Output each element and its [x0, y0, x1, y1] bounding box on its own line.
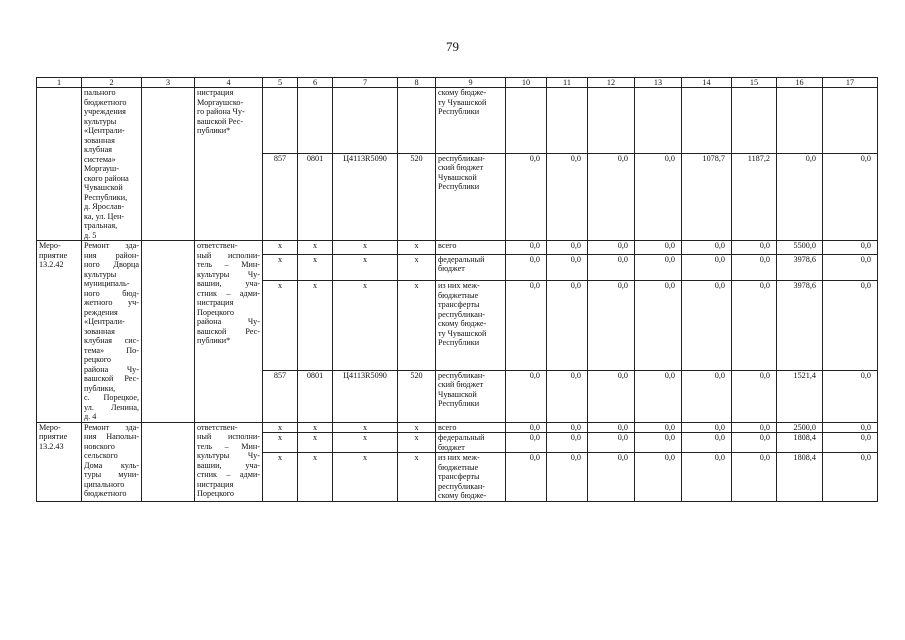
- header-cell: 4: [195, 78, 263, 88]
- header-cell: 1: [37, 78, 82, 88]
- header-cell: 7: [333, 78, 398, 88]
- event-number-cell: [37, 88, 82, 241]
- table-row: [37, 88, 878, 154]
- executor-cell: [195, 241, 263, 423]
- value-cell: 0,0: [547, 153, 588, 240]
- source-cell-line: ский бюджет: [438, 380, 484, 390]
- executor-cell-line: ный исполни-: [197, 250, 260, 260]
- executor-cell-line: вашии, уча-: [197, 279, 260, 288]
- value-cell: 1078,7: [682, 153, 732, 240]
- source-cell-line: из них меж-: [438, 281, 480, 291]
- value-cell: 1808,4: [777, 453, 823, 502]
- value-cell: 0,0: [506, 433, 547, 453]
- source-cell: [436, 453, 506, 502]
- event-name-cell-line: культуры: [84, 269, 117, 279]
- value-cell: 0,0: [588, 254, 635, 280]
- kbk-csr-cell: x: [333, 433, 398, 453]
- event-name-cell-line: Республики,: [84, 192, 128, 202]
- header-cell: 10: [506, 78, 547, 88]
- kbk-rz-cell: x: [298, 254, 333, 280]
- header-cell: 6: [298, 78, 333, 88]
- page-number: 79: [446, 39, 459, 54]
- source-cell-line: скому бюдже-: [438, 88, 487, 97]
- kbk-rz-cell: x: [298, 241, 333, 255]
- kbk-gr-cell: x: [263, 241, 298, 255]
- kbk-csr-cell: x: [333, 254, 398, 280]
- empty-cell: [298, 88, 333, 154]
- source-cell: [436, 88, 506, 154]
- source-cell-line: скому бюдже-: [438, 319, 487, 329]
- kbk-gr-cell: x: [263, 433, 298, 453]
- executor-cell-line: ответствен-: [197, 422, 238, 432]
- value-cell: 0,0: [732, 254, 777, 280]
- event-name-cell-line: бюджетного: [84, 489, 127, 498]
- event-name-cell-line: д. 5: [84, 230, 97, 240]
- source-cell: [436, 433, 506, 453]
- event-name-cell-line: клубная: [84, 145, 112, 154]
- event-name-cell-line: «Централи-: [84, 126, 125, 135]
- executor-cell-line: ответствен-: [197, 241, 238, 250]
- source-cell-line: бюджет: [438, 442, 465, 452]
- kbk-rz-cell: 0801: [298, 370, 333, 422]
- empty-cell: [333, 88, 398, 154]
- event-name-cell-line: района Чу-: [84, 364, 139, 374]
- budget-table: [36, 77, 878, 502]
- kbk-vr-cell: 520: [398, 370, 436, 422]
- event-name-cell-line: с. Порецкое,: [84, 393, 139, 402]
- executor-cell-line: публики*: [197, 336, 231, 345]
- executor-cell-line: культуры Чу-: [197, 269, 260, 279]
- event-number-cell: [37, 422, 82, 501]
- column-3-cell: [142, 422, 195, 501]
- value-cell: 2500,0: [777, 422, 823, 433]
- event-name-cell-line: «Централи-: [84, 317, 125, 326]
- kbk-csr-cell: x: [333, 453, 398, 502]
- source-cell: [436, 281, 506, 370]
- header-cell: 14: [682, 78, 732, 88]
- executor-cell-line: ный исполни-: [197, 432, 260, 441]
- value-cell: 0,0: [635, 241, 682, 255]
- kbk-gr-cell: 857: [263, 370, 298, 422]
- value-cell: 0,0: [682, 281, 732, 370]
- empty-cell: [682, 88, 732, 154]
- event-name-cell-line: д. Ярослав-: [84, 202, 125, 211]
- kbk-csr-cell: x: [333, 281, 398, 370]
- kbk-rz-cell: x: [298, 433, 333, 453]
- event-name-cell-line: Моргауш-: [84, 164, 119, 173]
- value-cell: 0,0: [588, 153, 635, 240]
- executor-cell-line: района Чу-: [197, 317, 260, 326]
- value-cell: 3978,6: [777, 254, 823, 280]
- empty-cell: [506, 88, 547, 154]
- event-name-cell: [82, 88, 142, 241]
- header-cell: 11: [547, 78, 588, 88]
- value-cell: 0,0: [547, 254, 588, 280]
- source-cell-line: ту Чувашской: [438, 97, 487, 107]
- executor-cell-line: нистрация: [197, 479, 234, 489]
- event-number-cell-line: приятие: [39, 250, 68, 260]
- executor-cell-line: вашии, уча-: [197, 460, 260, 470]
- table-row: [37, 422, 878, 433]
- event-name-cell: [82, 241, 142, 423]
- executor-cell: [195, 88, 263, 241]
- value-cell: 0,0: [588, 241, 635, 255]
- value-cell: 0,0: [547, 422, 588, 433]
- value-cell: 0,0: [635, 433, 682, 453]
- event-name-cell-line: бюджетного: [84, 97, 127, 107]
- kbk-vr-cell: x: [398, 254, 436, 280]
- source-cell-line: республикан-: [438, 481, 485, 491]
- header-cell: 2: [82, 78, 142, 88]
- event-name-cell-line: д. 4: [84, 412, 97, 421]
- value-cell: 1808,4: [777, 433, 823, 453]
- source-cell-line: республикан-: [438, 153, 485, 163]
- empty-cell: [777, 88, 823, 154]
- value-cell: 0,0: [506, 422, 547, 433]
- value-cell: 5500,0: [777, 241, 823, 255]
- event-name-cell-line: муниципаль-: [84, 279, 130, 288]
- value-cell: 1187,2: [732, 153, 777, 240]
- source-cell-line: скому бюдже-: [438, 491, 487, 500]
- header-cell: 8: [398, 78, 436, 88]
- source-cell-line: республикан-: [438, 309, 485, 319]
- event-name-cell: [82, 422, 142, 501]
- source-cell-line: Республики: [438, 107, 480, 116]
- event-name-cell-line: ния Напольн-: [84, 432, 139, 441]
- kbk-csr-cell: x: [333, 422, 398, 433]
- executor-cell-line: стник – адми-: [197, 288, 260, 298]
- value-cell: 0,0: [823, 281, 878, 370]
- header-cell: 15: [732, 78, 777, 88]
- value-cell: 0,0: [635, 281, 682, 370]
- kbk-vr-cell: x: [398, 433, 436, 453]
- value-cell: 0,0: [547, 453, 588, 502]
- empty-cell: [823, 88, 878, 154]
- value-cell: 0,0: [682, 241, 732, 255]
- value-cell: 0,0: [506, 370, 547, 422]
- event-number-cell-line: Меро-: [39, 422, 61, 432]
- source-cell-line: Республики: [438, 338, 480, 348]
- value-cell: 0,0: [732, 370, 777, 422]
- source-cell-line: всего: [438, 422, 457, 432]
- event-name-cell-line: ского района: [84, 173, 129, 183]
- executor-cell-line: Порецкого: [197, 307, 235, 317]
- header-cell: 12: [588, 78, 635, 88]
- header-cell: 17: [823, 78, 878, 88]
- kbk-gr-cell: x: [263, 453, 298, 502]
- value-cell: 0,0: [732, 433, 777, 453]
- kbk-vr-cell: 520: [398, 153, 436, 240]
- value-cell: 0,0: [635, 370, 682, 422]
- kbk-gr-cell: x: [263, 254, 298, 280]
- event-number-cell: [37, 241, 82, 423]
- event-name-cell-line: публики,: [84, 383, 116, 393]
- event-name-cell-line: Чувашской: [84, 183, 123, 192]
- source-cell-line: Республики: [438, 182, 480, 192]
- source-cell-line: бюджетные: [438, 462, 479, 472]
- source-cell-line: ский бюджет: [438, 163, 484, 173]
- kbk-gr-cell: x: [263, 281, 298, 370]
- event-name-cell-line: пального: [84, 88, 116, 97]
- event-name-cell-line: культуры: [84, 116, 117, 126]
- kbk-rz-cell: 0801: [298, 153, 333, 240]
- source-cell-line: трансферты: [438, 472, 480, 481]
- event-name-cell-line: жетного уч-: [84, 298, 139, 307]
- value-cell: 0,0: [506, 153, 547, 240]
- kbk-rz-cell: x: [298, 453, 333, 502]
- event-name-cell-line: зованная: [84, 326, 115, 336]
- executor-cell-line: Порецкого: [197, 489, 235, 498]
- value-cell: 0,0: [547, 433, 588, 453]
- executor-cell-line: Моргаушско-: [197, 97, 244, 107]
- header-row: [37, 78, 878, 88]
- kbk-vr-cell: x: [398, 281, 436, 370]
- value-cell: 0,0: [823, 241, 878, 255]
- event-number-cell-line: 13.2.42: [39, 260, 64, 269]
- event-number-cell-line: 13.2.43: [39, 441, 64, 451]
- source-cell: [436, 153, 506, 240]
- value-cell: 0,0: [506, 241, 547, 255]
- value-cell: 0,0: [588, 370, 635, 422]
- header-cell: 9: [436, 78, 506, 88]
- value-cell: 0,0: [588, 433, 635, 453]
- empty-cell: [588, 88, 635, 154]
- header-cell: 3: [142, 78, 195, 88]
- event-name-cell-line: рецкого: [84, 355, 112, 364]
- source-cell-line: бюджетные: [438, 290, 479, 300]
- source-cell-line: бюджет: [438, 264, 465, 274]
- value-cell: 0,0: [682, 370, 732, 422]
- empty-cell: [547, 88, 588, 154]
- executor-cell-line: тель – Мин-: [197, 260, 260, 269]
- event-name-cell-line: зованная: [84, 135, 115, 145]
- event-name-cell-line: вашской Рес-: [84, 374, 139, 383]
- executor-cell-line: вашской Рес-: [197, 116, 244, 126]
- executor-cell-line: тель – Мин-: [197, 441, 260, 451]
- kbk-vr-cell: x: [398, 422, 436, 433]
- event-name-cell-line: Ремонт зда-: [84, 422, 139, 432]
- value-cell: 0,0: [732, 453, 777, 502]
- event-name-cell-line: ка, ул. Цен-: [84, 211, 125, 221]
- value-cell: 0,0: [547, 241, 588, 255]
- event-name-cell-line: тральная,: [84, 221, 118, 230]
- kbk-csr-cell: Ц4113R5090: [333, 153, 398, 240]
- value-cell: 0,0: [506, 254, 547, 280]
- header-cell: 16: [777, 78, 823, 88]
- event-name-cell-line: сельского: [84, 451, 118, 460]
- executor-cell-line: публики*: [197, 126, 231, 135]
- value-cell: 0,0: [732, 422, 777, 433]
- kbk-rz-cell: x: [298, 422, 333, 433]
- source-cell-line: Чувашской: [438, 389, 477, 399]
- event-name-cell-line: Ремонт зда-: [84, 241, 139, 250]
- value-cell: 0,0: [506, 453, 547, 502]
- value-cell: 0,0: [682, 422, 732, 433]
- event-name-cell-line: реждения: [84, 307, 118, 317]
- value-cell: 0,0: [635, 153, 682, 240]
- event-number-cell-line: Меро-: [39, 241, 61, 250]
- executor-cell-line: культуры Чу-: [197, 451, 260, 460]
- event-name-cell-line: Дома куль-: [84, 460, 139, 470]
- value-cell: 0,0: [588, 281, 635, 370]
- event-number-cell-line: приятие: [39, 432, 68, 441]
- source-cell-line: республикан-: [438, 370, 485, 380]
- event-name-cell-line: ципального: [84, 479, 125, 489]
- executor-cell-line: нистрация: [197, 88, 234, 97]
- value-cell: 0,0: [635, 422, 682, 433]
- event-name-cell-line: ния район-: [84, 250, 139, 260]
- source-cell-line: федеральный: [438, 254, 485, 264]
- value-cell: 0,0: [823, 422, 878, 433]
- column-3-cell: [142, 241, 195, 423]
- executor-cell-line: нистрация: [197, 298, 234, 307]
- empty-cell: [732, 88, 777, 154]
- event-name-cell-line: учреждения: [84, 107, 126, 116]
- event-name-cell-line: клубная сис-: [84, 336, 139, 345]
- executor-cell: [195, 422, 263, 501]
- kbk-vr-cell: x: [398, 241, 436, 255]
- kbk-gr-cell: x: [263, 422, 298, 433]
- event-name-cell-line: ного Дворца: [84, 260, 139, 269]
- value-cell: 0,0: [732, 281, 777, 370]
- value-cell: 0,0: [732, 241, 777, 255]
- value-cell: 0,0: [823, 453, 878, 502]
- executor-cell-line: го района Чу-: [197, 107, 245, 116]
- value-cell: 0,0: [823, 433, 878, 453]
- source-cell: [436, 370, 506, 422]
- value-cell: 0,0: [823, 153, 878, 240]
- table-row: [37, 241, 878, 255]
- kbk-vr-cell: x: [398, 453, 436, 502]
- value-cell: 0,0: [547, 281, 588, 370]
- kbk-rz-cell: x: [298, 281, 333, 370]
- value-cell: 0,0: [682, 254, 732, 280]
- source-cell-line: Чувашской: [438, 172, 477, 182]
- header-cell: 5: [263, 78, 298, 88]
- source-cell-line: всего: [438, 241, 457, 250]
- event-name-cell-line: ного бюд-: [84, 288, 139, 298]
- kbk-csr-cell: x: [333, 241, 398, 255]
- executor-cell-line: вашской Рес-: [197, 326, 260, 336]
- value-cell: 0,0: [682, 433, 732, 453]
- value-cell: 0,0: [777, 153, 823, 240]
- value-cell: 3978,6: [777, 281, 823, 370]
- source-cell-line: из них меж-: [438, 453, 480, 462]
- empty-cell: [398, 88, 436, 154]
- event-name-cell-line: новского: [84, 441, 115, 451]
- value-cell: 0,0: [547, 370, 588, 422]
- value-cell: 0,0: [823, 370, 878, 422]
- kbk-gr-cell: 857: [263, 153, 298, 240]
- event-name-cell-line: система»: [84, 154, 116, 164]
- value-cell: 0,0: [588, 453, 635, 502]
- value-cell: 0,0: [635, 453, 682, 502]
- column-3-cell: [142, 88, 195, 241]
- source-cell: [436, 254, 506, 280]
- value-cell: 0,0: [823, 254, 878, 280]
- empty-cell: [635, 88, 682, 154]
- source-cell-line: ту Чувашской: [438, 328, 487, 338]
- source-cell: [436, 241, 506, 255]
- header-cell: 13: [635, 78, 682, 88]
- value-cell: 0,0: [588, 422, 635, 433]
- event-name-cell-line: тема» По-: [84, 345, 139, 355]
- event-name-cell-line: ул. Ленина,: [84, 402, 139, 412]
- executor-cell-line: стник – адми-: [197, 470, 260, 479]
- source-cell-line: федеральный: [438, 433, 485, 442]
- empty-cell: [263, 88, 298, 154]
- value-cell: 0,0: [506, 281, 547, 370]
- source-cell-line: трансферты: [438, 300, 480, 310]
- value-cell: 0,0: [635, 254, 682, 280]
- event-name-cell-line: туры муни-: [84, 470, 139, 479]
- source-cell-line: Республики: [438, 399, 480, 409]
- source-cell: [436, 422, 506, 433]
- kbk-csr-cell: Ц4113R5090: [333, 370, 398, 422]
- value-cell: 0,0: [682, 453, 732, 502]
- value-cell: 1521,4: [777, 370, 823, 422]
